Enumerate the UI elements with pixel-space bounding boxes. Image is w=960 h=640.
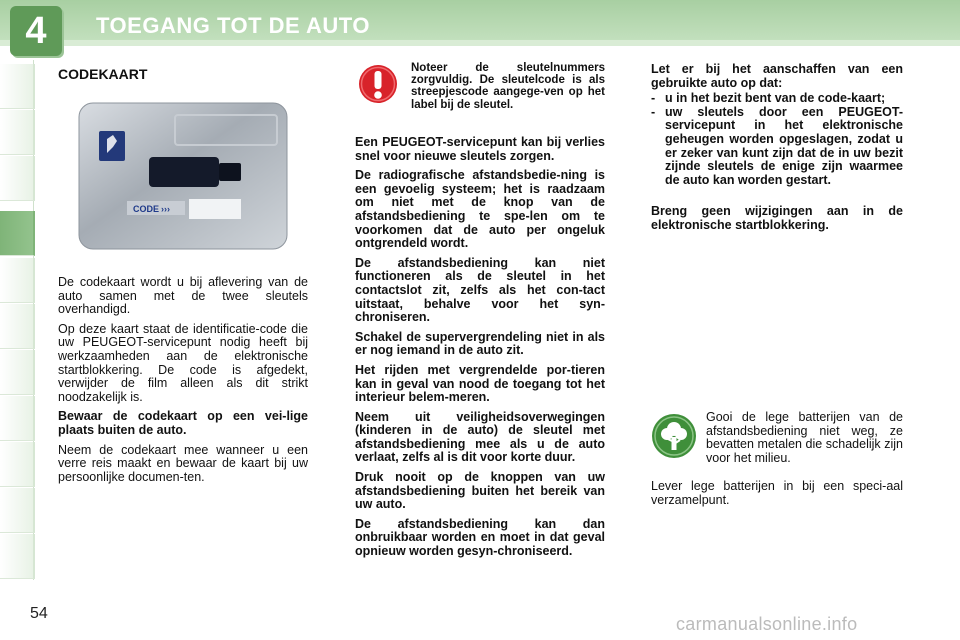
list-item: - uw sleutels door een PEUGEOT-servicepunt in het elektronische geheugen worden opgeslagen, zodat u er zeker van kunt zijn dat de in uw bezit zijnde sleutels de enige zijn waarmee de auto kan worden gestart. — [651, 106, 903, 188]
chapter-tab-2[interactable] — [0, 110, 35, 155]
chapter-tab-5[interactable] — [0, 258, 35, 303]
paragraph: Op deze kaart staat de identificatie-code die uw PEUGEOT-servicepunt nodig heeft bij werkzaamheden aan de elektronische startblokkering. De code is afgedekt, verwijder de film alleen als dit strikt noodzakelijk is. — [58, 321, 308, 404]
paragraph: Neem de codekaart mee wanneer u een verre reis maakt en bewaar de kaart bij uw persoonlijke documen-ten. — [58, 442, 308, 484]
paragraph-bold: De afstandsbediening kan niet functioneren als de sleutel in het contactslot zit, zelfs als het con-tact uitstaat, behalve voor het syn-chroniseren. — [355, 255, 605, 325]
chapter-number-badge — [10, 6, 62, 56]
code-card-text — [58, 276, 308, 490]
paragraph-bold: Let er bij het aanschaffen van een gebruikte auto op dat: — [651, 62, 903, 90]
chapter-tab-4-active[interactable] — [0, 211, 35, 256]
bullet-list — [651, 92, 903, 187]
paragraph: De codekaart wordt u bij aflevering van de auto samen met de twee sleutels overhandigd. — [58, 275, 308, 317]
section-title: CODEKAART — [58, 66, 148, 82]
code-card-image — [77, 101, 289, 251]
chapter-tab-3[interactable] — [0, 156, 35, 201]
chapter-tab-8[interactable] — [0, 396, 35, 441]
paragraph-bold: De afstandsbediening kan dan onbruikbaar worden en moet in dat geval opnieuw worden gesyn-chroniseerd. — [355, 516, 605, 559]
warning-text: Noteer de sleutelnummers zorgvuldig. De sleutelcode is als streepjescode aangege-ven op het label bij de sleutel. — [411, 62, 605, 111]
environment-note-2: Lever lege batterijen in bij een speci-aal verzamelpunt. — [651, 479, 903, 507]
paragraph-bold: De radiografische afstandsbedie-ning is een gevoelig systeem; het is raadzaam om niet met de knop van de afstandsbediening te spe-len om te voorkomen dat de auto per ongeluk ontgrendeld wordt. — [355, 168, 605, 251]
watermark: carmanualsonline.info — [676, 614, 858, 634]
used-car-text — [651, 63, 903, 239]
environment-tree-icon — [651, 413, 697, 459]
list-item: - u in het bezit bent van de code-kaart; — [651, 92, 903, 106]
page-title: TOEGANG TOT DE AUTO — [96, 13, 370, 38]
chapter-tab-6[interactable] — [0, 304, 35, 349]
card-code-arrows: ››› — [161, 204, 170, 214]
chapter-number: 4 — [25, 9, 47, 52]
paragraph-bold: Het rijden met vergrendelde por-tieren kan in geval van nood de toegang tot het interieur belem-meren. — [355, 362, 605, 405]
remote-control-text — [355, 136, 605, 565]
paragraph-bold: Druk nooit op de knoppen van uw afstandsbediening buiten het bereik van uw auto. — [355, 470, 605, 512]
page-number: 54 — [30, 605, 48, 622]
chapter-tab-11[interactable] — [0, 534, 35, 579]
paragraph-bold: Schakel de supervergrendeling niet in als er nog iemand in de auto zit. — [355, 329, 605, 358]
chapter-tab-9[interactable] — [0, 442, 35, 487]
chapter-tab-1[interactable] — [0, 64, 35, 109]
card-code-label: CODE — [133, 204, 160, 214]
environment-note: Gooi de lege batterijen van de afstandsbediening niet weg, ze bevatten metalen die schadelijk zijn voor het milieu. — [706, 410, 903, 465]
paragraph-bold: Bewaar de codekaart op een vei-lige plaats buiten de auto. — [58, 409, 308, 437]
chapter-tab-7[interactable] — [0, 350, 35, 395]
paragraph-bold: Een PEUGEOT-servicepunt kan bij verlies snel voor nieuwe sleutels zorgen. — [355, 135, 605, 163]
paragraph-bold: Neem uit veiligheidsoverwegingen (kinderen in de auto) de sleutel met afstandsbediening mee als u de auto verlaat, zelfs al is dit voor korte duur. — [355, 409, 605, 465]
paragraph-bold: Breng geen wijzigingen aan in de elektronische startblokkering. — [651, 204, 903, 232]
chapter-tab-10[interactable] — [0, 488, 35, 533]
warning-icon — [358, 64, 398, 104]
